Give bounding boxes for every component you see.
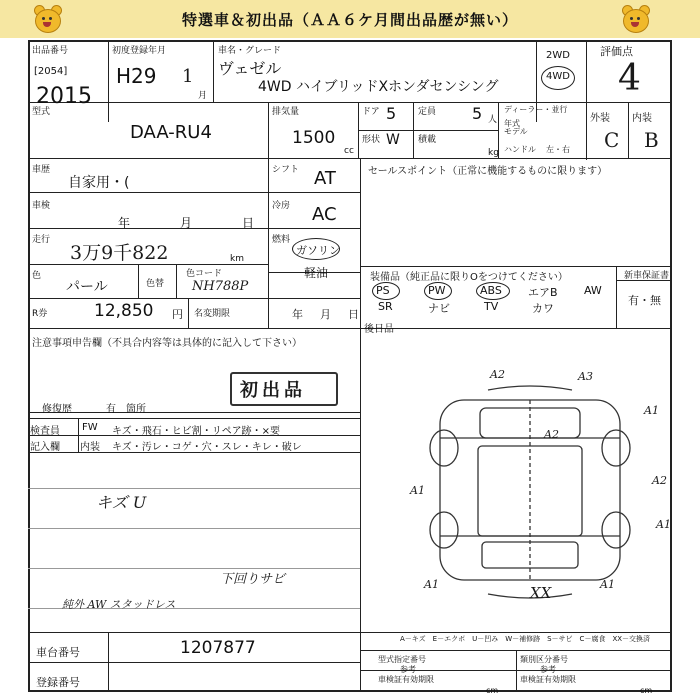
first-registration-label: 初度登録年月 bbox=[112, 46, 167, 56]
class-label: 類別区分番号 bbox=[520, 655, 568, 664]
inspection-day-unit: 日 bbox=[242, 216, 255, 230]
name-change-year: 年 bbox=[292, 308, 303, 321]
inspector-row1-head: FW bbox=[82, 422, 98, 433]
equipment-aw: AW bbox=[584, 284, 602, 297]
handwritten-note-2: 下回りサビ bbox=[220, 572, 286, 587]
equipment-abs: ABS bbox=[480, 284, 502, 297]
dealer-model-label: モデル bbox=[504, 127, 528, 136]
fuel-circled: ガソリン bbox=[296, 244, 340, 257]
repair-label: 修復歴 bbox=[42, 404, 72, 415]
first-listing-stamp-text: 初出品 bbox=[240, 380, 306, 401]
diagram-mark-1: A2 bbox=[490, 368, 505, 381]
wheel-front-right bbox=[602, 430, 630, 466]
score-value: 4 bbox=[618, 58, 641, 99]
diagram-mark-4: A2 bbox=[544, 428, 559, 441]
diagram-mark-9: A1 bbox=[600, 578, 615, 591]
warranty-label: 新車保証書 bbox=[624, 271, 670, 281]
recycle-label: R券 bbox=[32, 309, 48, 319]
diagram-mark-5: A1 bbox=[410, 484, 425, 497]
capacity-unit: 人 bbox=[488, 115, 498, 125]
diagram-mark-6: A2 bbox=[652, 474, 667, 487]
interior-label: 内装 bbox=[632, 113, 652, 124]
load-label: 積載 bbox=[418, 135, 437, 145]
shape-value: W bbox=[386, 132, 400, 148]
car-name-label: 車名・グレード bbox=[218, 46, 282, 56]
wheel-rear-right bbox=[602, 512, 630, 548]
lot-number: 2015 bbox=[36, 84, 92, 109]
inspection-month-unit: 月 bbox=[180, 216, 193, 230]
handwritten-note-1: キズ U bbox=[96, 493, 147, 512]
exterior-score: C bbox=[604, 128, 620, 152]
bear-mascot-icon bbox=[32, 4, 62, 34]
ac-label: 冷房 bbox=[272, 201, 291, 211]
warranty-value: 有・無 bbox=[628, 294, 661, 307]
wheel-front-left bbox=[430, 430, 458, 466]
first-registration-month: 1 bbox=[182, 66, 194, 87]
car-name: ヴェゼル bbox=[218, 59, 282, 78]
lot-number-label: 出品番号 bbox=[32, 46, 69, 56]
color-exchange-label: 色替 bbox=[146, 279, 165, 289]
name-change-month: 月 bbox=[320, 308, 331, 321]
displacement-label: 排気量 bbox=[272, 107, 300, 117]
handle-label: ハンドル bbox=[504, 145, 536, 154]
drive-4wd-label: 4WD bbox=[546, 71, 570, 82]
cert-label: 型式指定番号 bbox=[378, 655, 426, 664]
inspector-row2: キズ・汚レ・コゲ・穴・スレ・キレ・破レ bbox=[112, 442, 302, 453]
car-diagram bbox=[370, 360, 688, 640]
chassis-value: 1207877 bbox=[180, 638, 256, 658]
handle-values: 左・右 bbox=[546, 145, 570, 154]
lot-sub-number: [2054] bbox=[34, 66, 68, 77]
diagram-mark-7: A1 bbox=[656, 518, 671, 531]
displacement-unit: cc bbox=[344, 146, 354, 156]
diagram-legend: A－キズ E－エクボ U－凹み W－補修跡 S－サビ C－腐食 XX－交換済 bbox=[400, 635, 651, 643]
load-unit: kg bbox=[488, 148, 499, 158]
banner-title: 特選車＆初出品（ＡＡ６ケ月間出品歴が無い） bbox=[181, 11, 518, 29]
repair-have: 有 bbox=[106, 404, 116, 415]
drive-2wd-label: 2WD bbox=[546, 50, 570, 61]
history-label: 車歴 bbox=[32, 165, 51, 175]
cm-unit-right: cm bbox=[640, 686, 653, 695]
color-code-label: 色コード bbox=[186, 269, 223, 279]
diagram-mark-3: A1 bbox=[644, 404, 659, 417]
notes-label: 注意事項申告欄（不具合内容等は具体的に記入して下さい） bbox=[32, 338, 302, 349]
shift-label: シフト bbox=[272, 165, 300, 175]
exterior-label: 外装 bbox=[590, 113, 610, 124]
fuel-other: 軽油 bbox=[304, 266, 329, 280]
repair-location: 箇所 bbox=[126, 404, 146, 415]
recycle-value: 12,850 bbox=[94, 301, 154, 321]
color-code-value: NH788P bbox=[192, 279, 249, 294]
car-grade: 4WD ハイブリッドXホンダセンシング bbox=[258, 79, 499, 95]
car-body-outline bbox=[440, 400, 620, 580]
inspection-label: 車検 bbox=[32, 201, 51, 211]
registration-label: 登録番号 bbox=[36, 676, 80, 689]
after-fitted-label: 後日品 bbox=[364, 324, 394, 335]
equipment-ps: PS bbox=[376, 284, 390, 297]
equipment-label: 装備品（純正品に限りOをつけてください） bbox=[370, 272, 568, 283]
inspector-label-2: 記入欄 bbox=[30, 442, 60, 453]
mileage-label: 走行 bbox=[32, 235, 51, 245]
displacement-value: 1500 bbox=[292, 128, 336, 148]
equipment-sr: SR bbox=[378, 300, 393, 313]
shift-value: AT bbox=[314, 168, 336, 189]
interior-score: B bbox=[644, 128, 659, 152]
inspection-year-unit: 年 bbox=[118, 216, 131, 230]
equipment-navi: ナビ bbox=[428, 302, 450, 315]
shape-label: 形状 bbox=[362, 135, 381, 145]
ac-value: AC bbox=[312, 204, 337, 225]
doors-value: 5 bbox=[386, 104, 397, 123]
sales-points-label: セールスポイント（正常に機能するものに限ります） bbox=[368, 166, 608, 177]
capacity-label: 定員 bbox=[418, 107, 437, 117]
liability-label-2: 車検証有効期限 bbox=[520, 675, 576, 684]
mileage-unit: km bbox=[230, 254, 244, 264]
color-label: 色 bbox=[32, 271, 42, 281]
equipment-pw: PW bbox=[428, 284, 446, 297]
inspector-label-1: 検査員 bbox=[30, 426, 60, 437]
inspector-row2-head: 内装 bbox=[80, 442, 100, 453]
name-change-label: 名変期限 bbox=[194, 309, 231, 319]
ref-left: 参考 bbox=[400, 665, 416, 674]
first-registration-year: H29 bbox=[116, 64, 157, 88]
month-unit: 月 bbox=[198, 91, 208, 101]
inspector-row1: キズ・飛石・ヒビ割・リペア跡・×要 bbox=[112, 426, 280, 437]
history-value: 自家用・( bbox=[68, 175, 130, 191]
diagram-mark-xx: XX bbox=[530, 584, 552, 602]
cm-unit-left: cm bbox=[486, 686, 499, 695]
color-value: パール bbox=[66, 279, 108, 295]
equipment-leather: カワ bbox=[532, 302, 554, 315]
handwritten-note-3: 純外 AW スタッドレス bbox=[62, 598, 176, 611]
dealer-model-year: 年式 bbox=[504, 119, 520, 128]
equipment-airbag: エアB bbox=[528, 286, 558, 299]
dealer-label: ディーラー・並行 bbox=[504, 105, 568, 114]
name-change-day: 日 bbox=[348, 308, 359, 321]
ref-right: 参考 bbox=[540, 665, 556, 674]
chassis-label: 車台番号 bbox=[36, 646, 80, 659]
diagram-mark-8: A1 bbox=[424, 578, 439, 591]
bear-mascot-icon bbox=[620, 4, 650, 34]
front-bumper bbox=[488, 386, 572, 390]
equipment-tv: TV bbox=[484, 300, 499, 313]
capacity-value: 5 bbox=[472, 104, 483, 123]
diagram-mark-2: A3 bbox=[578, 370, 593, 383]
wheel-rear-left bbox=[430, 512, 458, 548]
liability-label: 車検証有効期限 bbox=[378, 675, 434, 684]
fuel-label: 燃料 bbox=[272, 235, 291, 245]
model-label: 型式 bbox=[32, 107, 51, 117]
recycle-unit: 円 bbox=[172, 308, 183, 321]
score-label: 評価点 bbox=[600, 45, 633, 58]
doors-label: ドア bbox=[362, 107, 380, 117]
mileage-value: 3万9千822 bbox=[70, 242, 169, 264]
model-value: DAA-RU4 bbox=[130, 122, 212, 143]
